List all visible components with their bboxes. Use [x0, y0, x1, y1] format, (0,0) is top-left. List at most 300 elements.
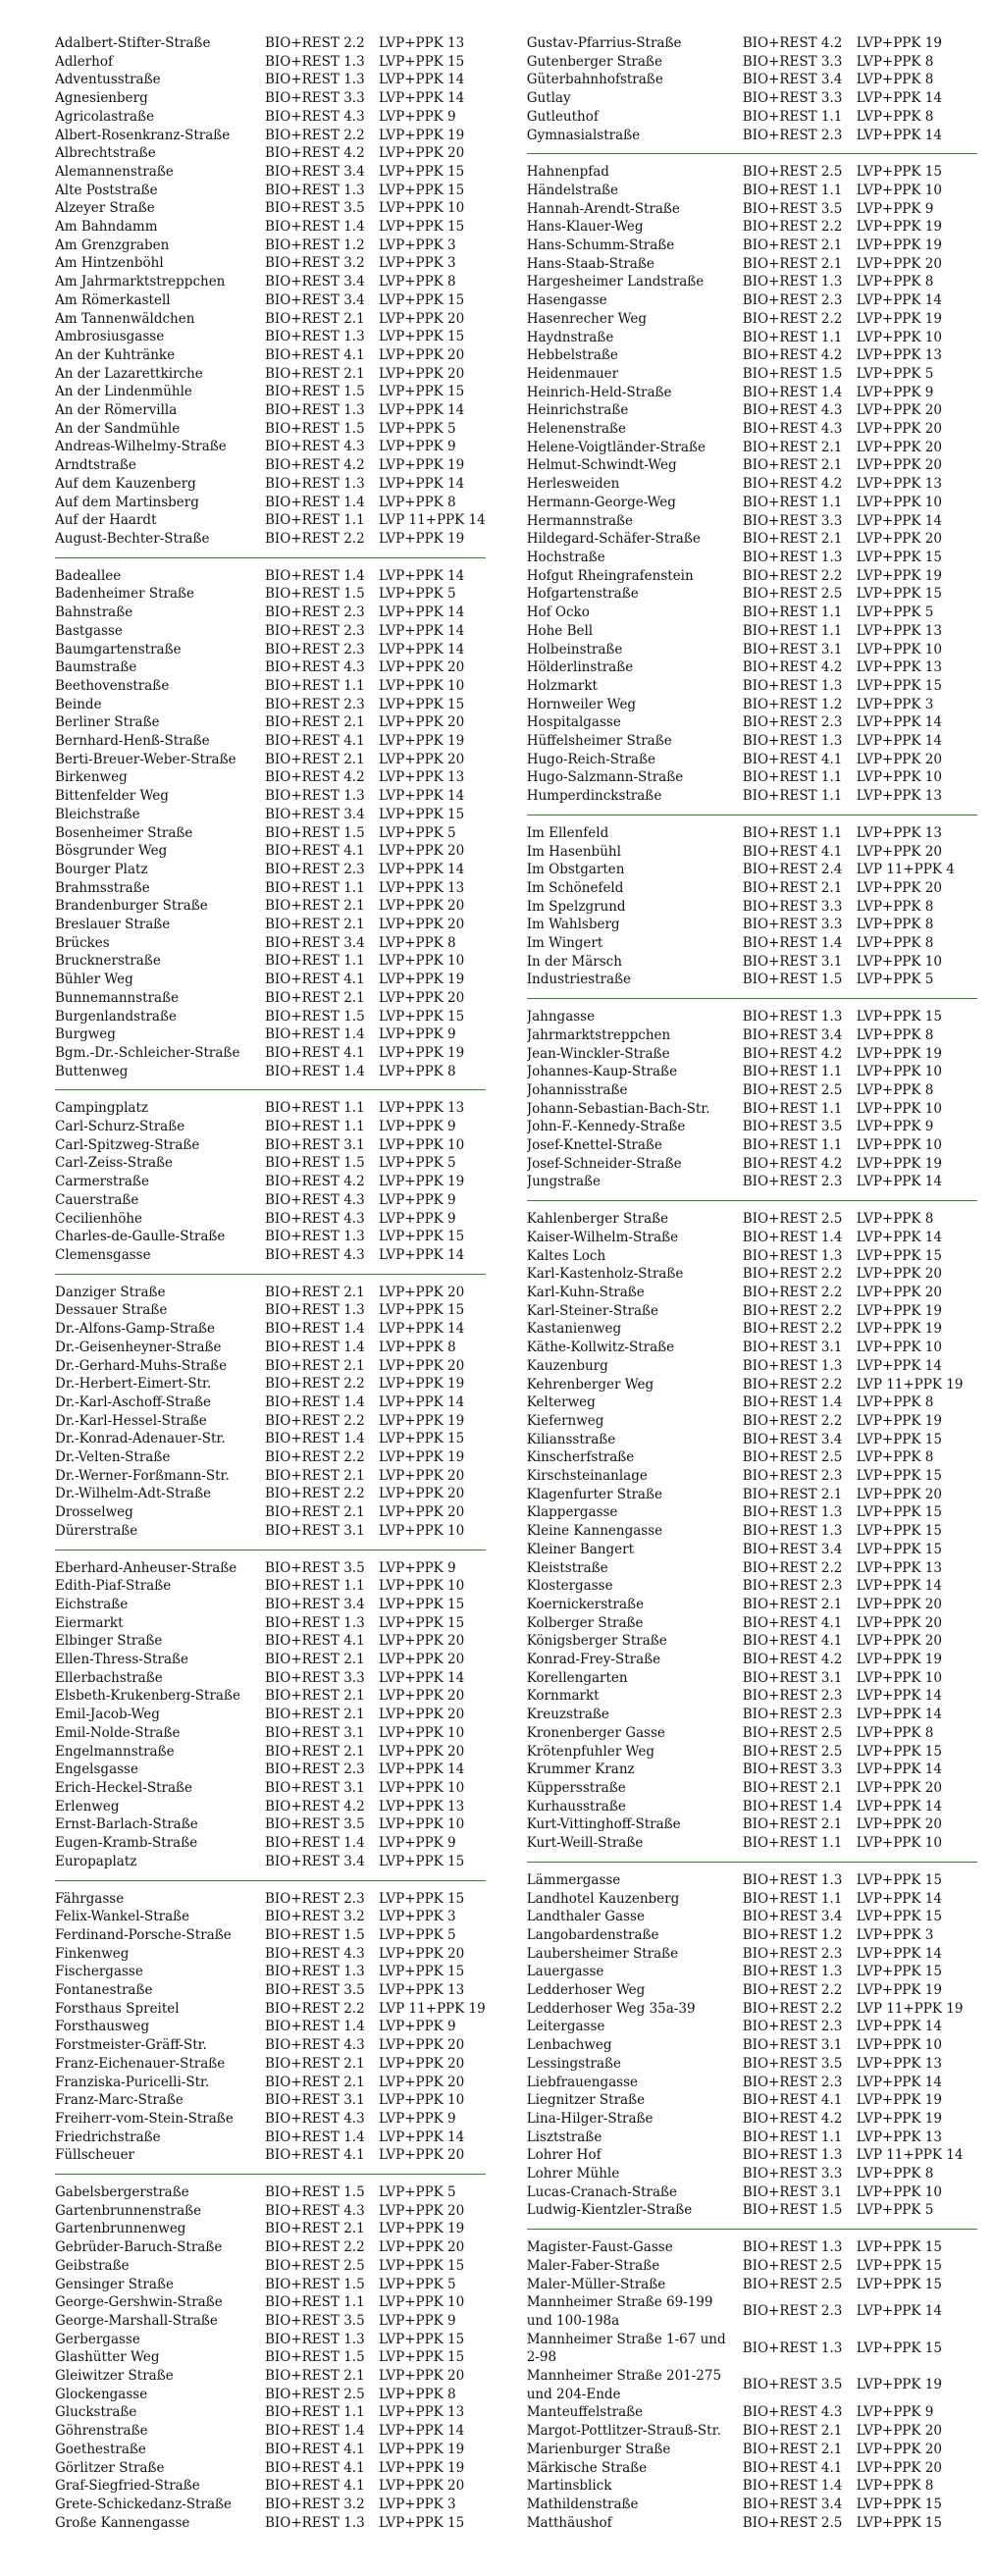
letter-group-f: [55, 1880, 486, 2166]
street-name: Bleichstraße: [55, 806, 140, 822]
street-name: Josef-Knettel-Straße: [526, 1137, 662, 1154]
street-row: [55, 1301, 486, 1320]
street-name: Langobardenstraße: [526, 1926, 659, 1943]
street-row: [527, 658, 977, 677]
street-name: Im Wingert: [526, 935, 603, 952]
street-row: [55, 273, 486, 291]
lvp-ppk-code: LVP+PPK 15: [856, 1009, 942, 1025]
street-name: Buttenweg: [55, 1063, 129, 1079]
bio-rest-code: BIO+REST 3.4: [265, 274, 365, 290]
bio-rest-code: BIO+REST 3.1: [265, 1136, 365, 1153]
lvp-ppk-code: LVP+PPK 8: [379, 1339, 456, 1355]
bio-rest-code: BIO+REST 1.4: [265, 494, 365, 510]
lvp-ppk-code: LVP+PPK 19: [379, 457, 465, 474]
lvp-ppk-code: LVP+PPK 20: [856, 843, 942, 860]
lvp-ppk-code: LVP+PPK 15: [379, 384, 465, 400]
lvp-ppk-code: LVP+PPK 20: [379, 1652, 465, 1668]
street-name: Hans-Klauer-Weg: [526, 219, 644, 236]
street-name: Johannes-Kaup-Straße: [526, 1064, 678, 1080]
street-name: Karl-Kastenholz-Straße: [526, 1266, 684, 1283]
street-row: [527, 401, 977, 420]
bio-rest-code: BIO+REST 4.3: [265, 108, 365, 125]
bio-rest-code: BIO+REST 3.2: [265, 2497, 365, 2512]
street-name: Erich-Heckel-Straße: [55, 1779, 192, 1796]
lvp-ppk-code: LVP+PPK 15: [856, 2239, 942, 2256]
bio-rest-code: BIO+REST 1.5: [265, 420, 365, 437]
lvp-ppk-code: LVP+PPK 15: [379, 53, 465, 70]
letter-group-g: [55, 2174, 486, 2532]
lvp-ppk-code: LVP+PPK 19: [856, 1321, 942, 1338]
street-row: [55, 1393, 486, 1412]
street-name: Dr.-Geisenheyner-Straße: [55, 1339, 222, 1355]
street-row: [55, 2220, 486, 2238]
street-name: Hermann-George-Weg: [526, 494, 676, 510]
lvp-ppk-code: LVP+PPK 20: [379, 1707, 465, 1723]
lvp-ppk-code: LVP+PPK 14: [379, 605, 465, 621]
lvp-ppk-code: LVP+PPK 15: [379, 1890, 465, 1907]
street-row: [527, 2183, 977, 2202]
street-row: [527, 1651, 977, 1669]
bio-rest-code: BIO+REST 2.5: [742, 586, 843, 603]
bio-rest-code: BIO+REST 3.4: [265, 291, 365, 308]
lvp-ppk-code: LVP+PPK 14: [856, 1174, 942, 1190]
street-row: [527, 2276, 977, 2294]
lvp-ppk-code: LVP+PPK 15: [379, 1964, 465, 1980]
street-row: [527, 53, 977, 72]
lvp-ppk-code: LVP+PPK 13: [379, 1100, 465, 1117]
bio-rest-code: BIO+REST 1.5: [265, 586, 365, 603]
street-row: [55, 2477, 486, 2496]
street-name: Kelterweg: [526, 1394, 596, 1411]
bio-rest-code: BIO+REST 2.3: [265, 1890, 365, 1907]
street-row: [55, 2036, 486, 2055]
street-name: Baumgartenstraße: [55, 641, 182, 657]
bio-rest-code: BIO+REST 4.1: [265, 1633, 365, 1650]
street-row: [527, 1669, 977, 1688]
left-column: [55, 33, 486, 2576]
street-row: [527, 2165, 977, 2183]
street-name: Badeallee: [55, 567, 122, 584]
bio-rest-code: BIO+REST 2.3: [742, 1688, 843, 1705]
street-row: [527, 1081, 977, 1100]
lvp-ppk-code: LVP 11+PPK 14: [379, 512, 486, 529]
street-row: [55, 365, 486, 384]
lvp-ppk-code: LVP+PPK 9: [856, 1119, 934, 1135]
street-name: Kiliansstraße: [526, 1431, 616, 1447]
street-row: [527, 768, 977, 787]
street-row: [527, 1063, 977, 1081]
bio-rest-code: BIO+REST 4.3: [265, 1247, 365, 1263]
bio-rest-code: BIO+REST 2.1: [742, 255, 843, 272]
lvp-ppk-code: LVP+PPK 10: [856, 769, 942, 786]
bio-rest-code: BIO+REST 3.1: [742, 1340, 843, 1356]
street-name: Marienburger Straße: [526, 2441, 671, 2457]
street-name: Konrad-Frey-Straße: [526, 1652, 661, 1668]
lvp-ppk-code: LVP+PPK 15: [856, 164, 942, 181]
street-row: [527, 2091, 977, 2110]
street-row: [527, 1577, 977, 1596]
bio-rest-code: BIO+REST 4.1: [742, 2459, 843, 2476]
street-name: Dr.-Velten-Straße: [55, 1449, 171, 1466]
street-name: Herlesweiden: [526, 476, 620, 493]
street-row: [55, 751, 486, 769]
street-name: Felix-Wankel-Straße: [55, 1909, 190, 1925]
street-row: [55, 2000, 486, 2019]
street-row: [55, 1522, 486, 1541]
bio-rest-code: BIO+REST 4.3: [265, 439, 365, 455]
bio-rest-code: BIO+REST 1.1: [265, 2404, 365, 2421]
street-row: [55, 199, 486, 218]
lvp-ppk-code: LVP+PPK 20: [379, 843, 465, 860]
bio-rest-code: BIO+REST 1.1: [265, 677, 365, 694]
lvp-ppk-code: LVP+PPK 15: [379, 1008, 465, 1025]
lvp-ppk-code: LVP+PPK 20: [856, 1816, 942, 1833]
lvp-ppk-code: LVP+PPK 13: [379, 1798, 465, 1814]
street-row: [527, 1412, 977, 1431]
street-row: [55, 1357, 486, 1376]
lvp-ppk-code: LVP+PPK 10: [856, 2183, 942, 2200]
lvp-ppk-code: LVP+PPK 9: [379, 108, 456, 125]
street-name: Kinscherfstraße: [526, 1449, 635, 1466]
street-row: [527, 604, 977, 622]
lvp-ppk-code: LVP 11+PPK 19: [856, 1376, 964, 1393]
lvp-ppk-code: LVP+PPK 20: [856, 879, 942, 896]
street-row: [527, 512, 977, 531]
street-name: Heinrichstraße: [526, 402, 629, 419]
street-row: [55, 237, 486, 255]
lvp-ppk-code: LVP+PPK 5: [856, 2202, 934, 2219]
street-name: Carl-Spitzweg-Straße: [55, 1136, 200, 1153]
street-name: Hans-Staab-Straße: [526, 255, 655, 272]
street-name: Hans-Schumm-Straße: [526, 237, 675, 254]
lvp-ppk-code: LVP+PPK 8: [856, 2478, 934, 2495]
bio-rest-code: BIO+REST 1.2: [265, 237, 365, 253]
street-name: Laubersheimer Straße: [526, 1945, 679, 1962]
street-name: Im Ellenfeld: [526, 824, 609, 841]
bio-rest-code: BIO+REST 1.3: [742, 1009, 843, 1025]
street-row: [55, 530, 486, 549]
street-row: [527, 1173, 977, 1191]
lvp-ppk-code: LVP+PPK 19: [856, 2110, 942, 2127]
street-name: Gartenbrunnenweg: [55, 2221, 186, 2237]
street-name: Elbinger Straße: [55, 1633, 163, 1650]
lvp-ppk-code: LVP+PPK 20: [379, 1467, 465, 1484]
street-row: [55, 1154, 486, 1173]
lvp-ppk-code: LVP+PPK 20: [856, 2423, 942, 2440]
bio-rest-code: BIO+REST 3.5: [265, 1982, 365, 1999]
lvp-ppk-code: LVP+PPK 19: [856, 1302, 942, 1319]
street-name: George-Gershwin-Straße: [55, 2294, 223, 2311]
street-row: [527, 1136, 977, 1155]
street-row: [527, 916, 977, 934]
street-row: [527, 787, 977, 806]
street-row: [527, 34, 977, 53]
street-row: [55, 2110, 486, 2129]
lvp-ppk-code: LVP+PPK 9: [379, 1119, 456, 1135]
street-name: Hospitalgasse: [526, 714, 621, 731]
bio-rest-code: BIO+REST 4.3: [265, 2110, 365, 2127]
street-name: Bgm.-Dr.-Schleicher-Straße: [55, 1044, 240, 1061]
bio-rest-code: BIO+REST 1.1: [742, 329, 843, 345]
bio-rest-code: BIO+REST 1.1: [742, 108, 843, 125]
letter-group-e: [55, 1550, 486, 1871]
street-row: [55, 127, 486, 145]
street-name: Carmerstraße: [55, 1174, 149, 1190]
lvp-ppk-code: LVP+PPK 15: [856, 1247, 942, 1264]
lvp-ppk-code: LVP+PPK 20: [856, 439, 942, 455]
street-name: Albrechtstraße: [55, 145, 156, 162]
street-name: Haydnstraße: [526, 329, 614, 345]
lvp-ppk-code: LVP+PPK 20: [379, 346, 465, 363]
street-row: [527, 1376, 977, 1394]
street-name: Lucas-Cranach-Straße: [526, 2183, 678, 2200]
lvp-ppk-code: LVP+PPK 19: [856, 1412, 942, 1429]
street-row: [55, 1779, 486, 1798]
lvp-ppk-code: LVP+PPK 19: [379, 1174, 465, 1190]
bio-rest-code: BIO+REST 1.4: [742, 384, 843, 400]
street-name: Gustav-Pfarrius-Straße: [526, 35, 682, 51]
lvp-ppk-code: LVP+PPK 14: [856, 2074, 942, 2090]
street-row: [55, 218, 486, 237]
bio-rest-code: BIO+REST 1.3: [742, 2147, 843, 2164]
street-name: Hugo-Reich-Straße: [526, 751, 655, 767]
street-name: Hugo-Salzmann-Straße: [526, 769, 684, 786]
street-row: [55, 2257, 486, 2276]
street-name: Märkische Straße: [526, 2459, 648, 2476]
bio-rest-code: BIO+REST 1.4: [265, 567, 365, 584]
street-name: Hildegard-Schäfer-Straße: [526, 531, 701, 548]
lvp-ppk-code: LVP+PPK 8: [856, 1394, 934, 1411]
lvp-ppk-code: LVP+PPK 5: [379, 1926, 456, 1943]
street-name: Landhotel Kauzenberg: [526, 1890, 680, 1907]
bio-rest-code: BIO+REST 2.1: [265, 2074, 365, 2090]
lvp-ppk-code: LVP+PPK 13: [379, 769, 465, 786]
street-row: [55, 1284, 486, 1302]
lvp-ppk-code: LVP+PPK 20: [379, 145, 465, 162]
street-row: [527, 1100, 977, 1119]
letter-group-j: [527, 998, 977, 1191]
lvp-ppk-code: LVP+PPK 3: [856, 696, 934, 712]
street-row: [527, 182, 977, 200]
bio-rest-code: BIO+REST 2.1: [742, 237, 843, 254]
letter-group-a: [55, 33, 486, 549]
street-name: Am Jahrmarktstreppchen: [55, 274, 226, 290]
street-name: Engelsgasse: [55, 1761, 138, 1778]
street-name: Am Tannenwäldchen: [55, 310, 195, 327]
bio-rest-code: BIO+REST 2.3: [742, 127, 843, 143]
bio-rest-code: BIO+REST 3.4: [265, 163, 365, 180]
street-row: [527, 1486, 977, 1504]
street-row: [55, 971, 486, 989]
bio-rest-code: BIO+REST 3.5: [265, 2312, 365, 2329]
street-name: Alte Poststraße: [55, 182, 158, 198]
street-name: Drosselweg: [55, 1504, 133, 1521]
street-row: [527, 2018, 977, 2036]
lvp-ppk-code: LVP+PPK 19: [856, 310, 942, 327]
street-row: [55, 1430, 486, 1448]
bio-rest-code: BIO+REST 3.4: [265, 934, 365, 951]
street-name: Brandenburger Straße: [55, 898, 208, 915]
street-name: Ernst-Barlach-Straße: [55, 1816, 198, 1833]
street-name: Im Wahlsberg: [526, 917, 620, 933]
street-name: Andreas-Wilhelmy-Straße: [55, 439, 227, 455]
street-row: [527, 127, 977, 145]
bio-rest-code: BIO+REST 2.1: [265, 310, 365, 327]
bio-rest-code: BIO+REST 2.1: [265, 714, 365, 731]
street-name: Ledderhoser Weg: [526, 1982, 646, 1999]
lvp-ppk-code: LVP+PPK 9: [379, 1835, 456, 1852]
street-row: [55, 1375, 486, 1393]
lvp-ppk-code: LVP+PPK 14: [379, 2423, 465, 2440]
street-row: [527, 1247, 977, 1266]
street-name: Liebfrauengasse: [526, 2074, 639, 2090]
street-row: [527, 1743, 977, 1761]
street-row: [55, 879, 486, 898]
street-name: Finkenweg: [55, 1945, 130, 1962]
street-row: [55, 1853, 486, 1871]
street-row: [55, 1963, 486, 1981]
bio-rest-code: BIO+REST 3.4: [742, 1541, 843, 1557]
lvp-ppk-code: LVP+PPK 20: [379, 1504, 465, 1521]
bio-rest-code: BIO+REST 1.3: [742, 1247, 843, 1264]
street-row: [55, 2238, 486, 2257]
bio-rest-code: BIO+REST 4.1: [265, 733, 365, 750]
bio-rest-code: BIO+REST 1.3: [265, 402, 365, 419]
street-row: [527, 1155, 977, 1174]
lvp-ppk-code: LVP+PPK 20: [379, 2478, 465, 2495]
lvp-ppk-code: LVP+PPK 14: [379, 1393, 465, 1410]
street-name: Humperdinckstraße: [526, 788, 662, 805]
street-row: [55, 1412, 486, 1431]
street-name: Eberhard-Anheuser-Straße: [55, 1559, 237, 1576]
lvp-ppk-code: LVP+PPK 20: [856, 402, 942, 419]
right-column: [527, 33, 977, 2576]
letter-group-h: [527, 153, 977, 806]
street-name: Gutenberger Straße: [526, 53, 662, 70]
lvp-ppk-code: LVP+PPK 15: [379, 163, 465, 180]
street-row: [527, 218, 977, 237]
street-row: [55, 2403, 486, 2422]
lvp-ppk-code: LVP+PPK 15: [856, 549, 942, 565]
street-name: Auf dem Martinsberg: [55, 494, 199, 510]
bio-rest-code: BIO+REST 4.1: [265, 1044, 365, 1061]
street-row: [527, 2422, 977, 2441]
bio-rest-code: BIO+REST 1.4: [265, 1835, 365, 1852]
bio-rest-code: BIO+REST 1.3: [742, 1964, 843, 1980]
bio-rest-code: BIO+REST 1.4: [742, 2478, 843, 2495]
bio-rest-code: BIO+REST 4.1: [265, 2147, 365, 2164]
bio-rest-code: BIO+REST 1.5: [742, 365, 843, 382]
bio-rest-code: BIO+REST 3.1: [742, 641, 843, 657]
lvp-ppk-code: LVP+PPK 19: [379, 530, 465, 547]
bio-rest-code: BIO+REST 4.3: [742, 2404, 843, 2421]
street-row: [55, 824, 486, 843]
lvp-ppk-code: LVP+PPK 15: [856, 2497, 942, 2512]
bio-rest-code: BIO+REST 2.5: [742, 1211, 843, 1228]
lvp-ppk-code: LVP+PPK 15: [379, 1614, 465, 1631]
street-name: Eichstraße: [55, 1596, 129, 1612]
street-row: [527, 2459, 977, 2478]
street-row: [55, 1890, 486, 1909]
street-row: [55, 2276, 486, 2294]
street-name: Jungstraße: [526, 1174, 602, 1190]
street-row: [55, 1926, 486, 1945]
street-name: Johannisstraße: [526, 1081, 628, 1098]
bio-rest-code: BIO+REST 3.3: [742, 90, 843, 107]
bio-rest-code: BIO+REST 4.2: [742, 35, 843, 51]
street-name: Bittenfelder Weg: [55, 788, 169, 805]
lvp-ppk-code: LVP+PPK 5: [379, 2184, 456, 2201]
bio-rest-code: BIO+REST 2.2: [742, 310, 843, 327]
lvp-ppk-code: LVP+PPK 14: [856, 90, 942, 107]
street-name: Kirschsteinanlage: [526, 1468, 648, 1485]
street-name: Große Kannengasse: [55, 2514, 190, 2531]
lvp-ppk-code: LVP+PPK 20: [856, 1596, 942, 1612]
street-row: [55, 475, 486, 494]
lvp-ppk-code: LVP+PPK 10: [379, 2092, 465, 2109]
street-row: [55, 1743, 486, 1761]
lvp-ppk-code: LVP+PPK 15: [856, 1523, 942, 1540]
bio-rest-code: BIO+REST 4.2: [742, 2110, 843, 2127]
street-row: [55, 768, 486, 787]
bio-rest-code: BIO+REST 3.1: [265, 2092, 365, 2109]
lvp-ppk-code: LVP+PPK 20: [379, 1743, 465, 1760]
bio-rest-code: BIO+REST 2.5: [265, 2386, 365, 2402]
lvp-ppk-code: LVP+PPK 8: [856, 1724, 934, 1741]
bio-rest-code: BIO+REST 2.1: [265, 1707, 365, 1723]
lvp-ppk-code: LVP+PPK 19: [379, 972, 465, 988]
lvp-ppk-code: LVP+PPK 15: [856, 2514, 942, 2531]
street-name: Kaltes Loch: [526, 1247, 606, 1264]
street-name: Johann-Sebastian-Bach-Str.: [526, 1100, 710, 1117]
lvp-ppk-code: LVP+PPK 5: [856, 605, 934, 621]
lvp-ppk-code: LVP+PPK 19: [856, 237, 942, 254]
bio-rest-code: BIO+REST 1.1: [265, 1100, 365, 1117]
bio-rest-code: BIO+REST 1.3: [742, 549, 843, 565]
street-row: [55, 2183, 486, 2202]
street-name: Helmut-Schwindt-Weg: [526, 457, 677, 474]
street-name: Auf der Haardt: [55, 512, 157, 529]
street-name: Lauergasse: [526, 1964, 604, 1980]
bio-rest-code: BIO+REST 2.4: [742, 862, 843, 878]
street-row: [55, 438, 486, 456]
lvp-ppk-code: LVP+PPK 13: [856, 622, 942, 639]
street-name: Hochstraße: [526, 549, 605, 565]
street-name: Franz-Eichenauer-Straße: [55, 2055, 226, 2072]
street-row: [55, 2018, 486, 2036]
bio-rest-code: BIO+REST 2.1: [742, 1816, 843, 1833]
street-name: Im Obstgarten: [526, 862, 625, 878]
bio-rest-code: BIO+REST 1.4: [265, 1321, 365, 1338]
street-row: [55, 658, 486, 677]
lvp-ppk-code: LVP+PPK 14: [856, 1945, 942, 1962]
street-row: [527, 1503, 977, 1522]
street-name: Hornweiler Weg: [526, 696, 637, 712]
bio-rest-code: BIO+REST 4.1: [742, 751, 843, 767]
bio-rest-code: BIO+REST 1.4: [742, 1394, 843, 1411]
street-row: [55, 163, 486, 182]
bio-rest-code: BIO+REST 2.2: [265, 530, 365, 547]
street-name: Maler-Müller-Straße: [526, 2276, 666, 2292]
lvp-ppk-code: LVP+PPK 8: [379, 2386, 456, 2402]
street-name: Albert-Rosenkranz-Straße: [55, 127, 231, 143]
bio-rest-code: BIO+REST 2.1: [742, 439, 843, 455]
bio-rest-code: BIO+REST 1.4: [265, 2129, 365, 2145]
street-name: An der Lindenmühle: [55, 384, 192, 400]
street-row: [527, 1871, 977, 1890]
lvp-ppk-code: LVP+PPK 15: [379, 2331, 465, 2347]
street-name: Am Römerkastell: [55, 291, 171, 308]
